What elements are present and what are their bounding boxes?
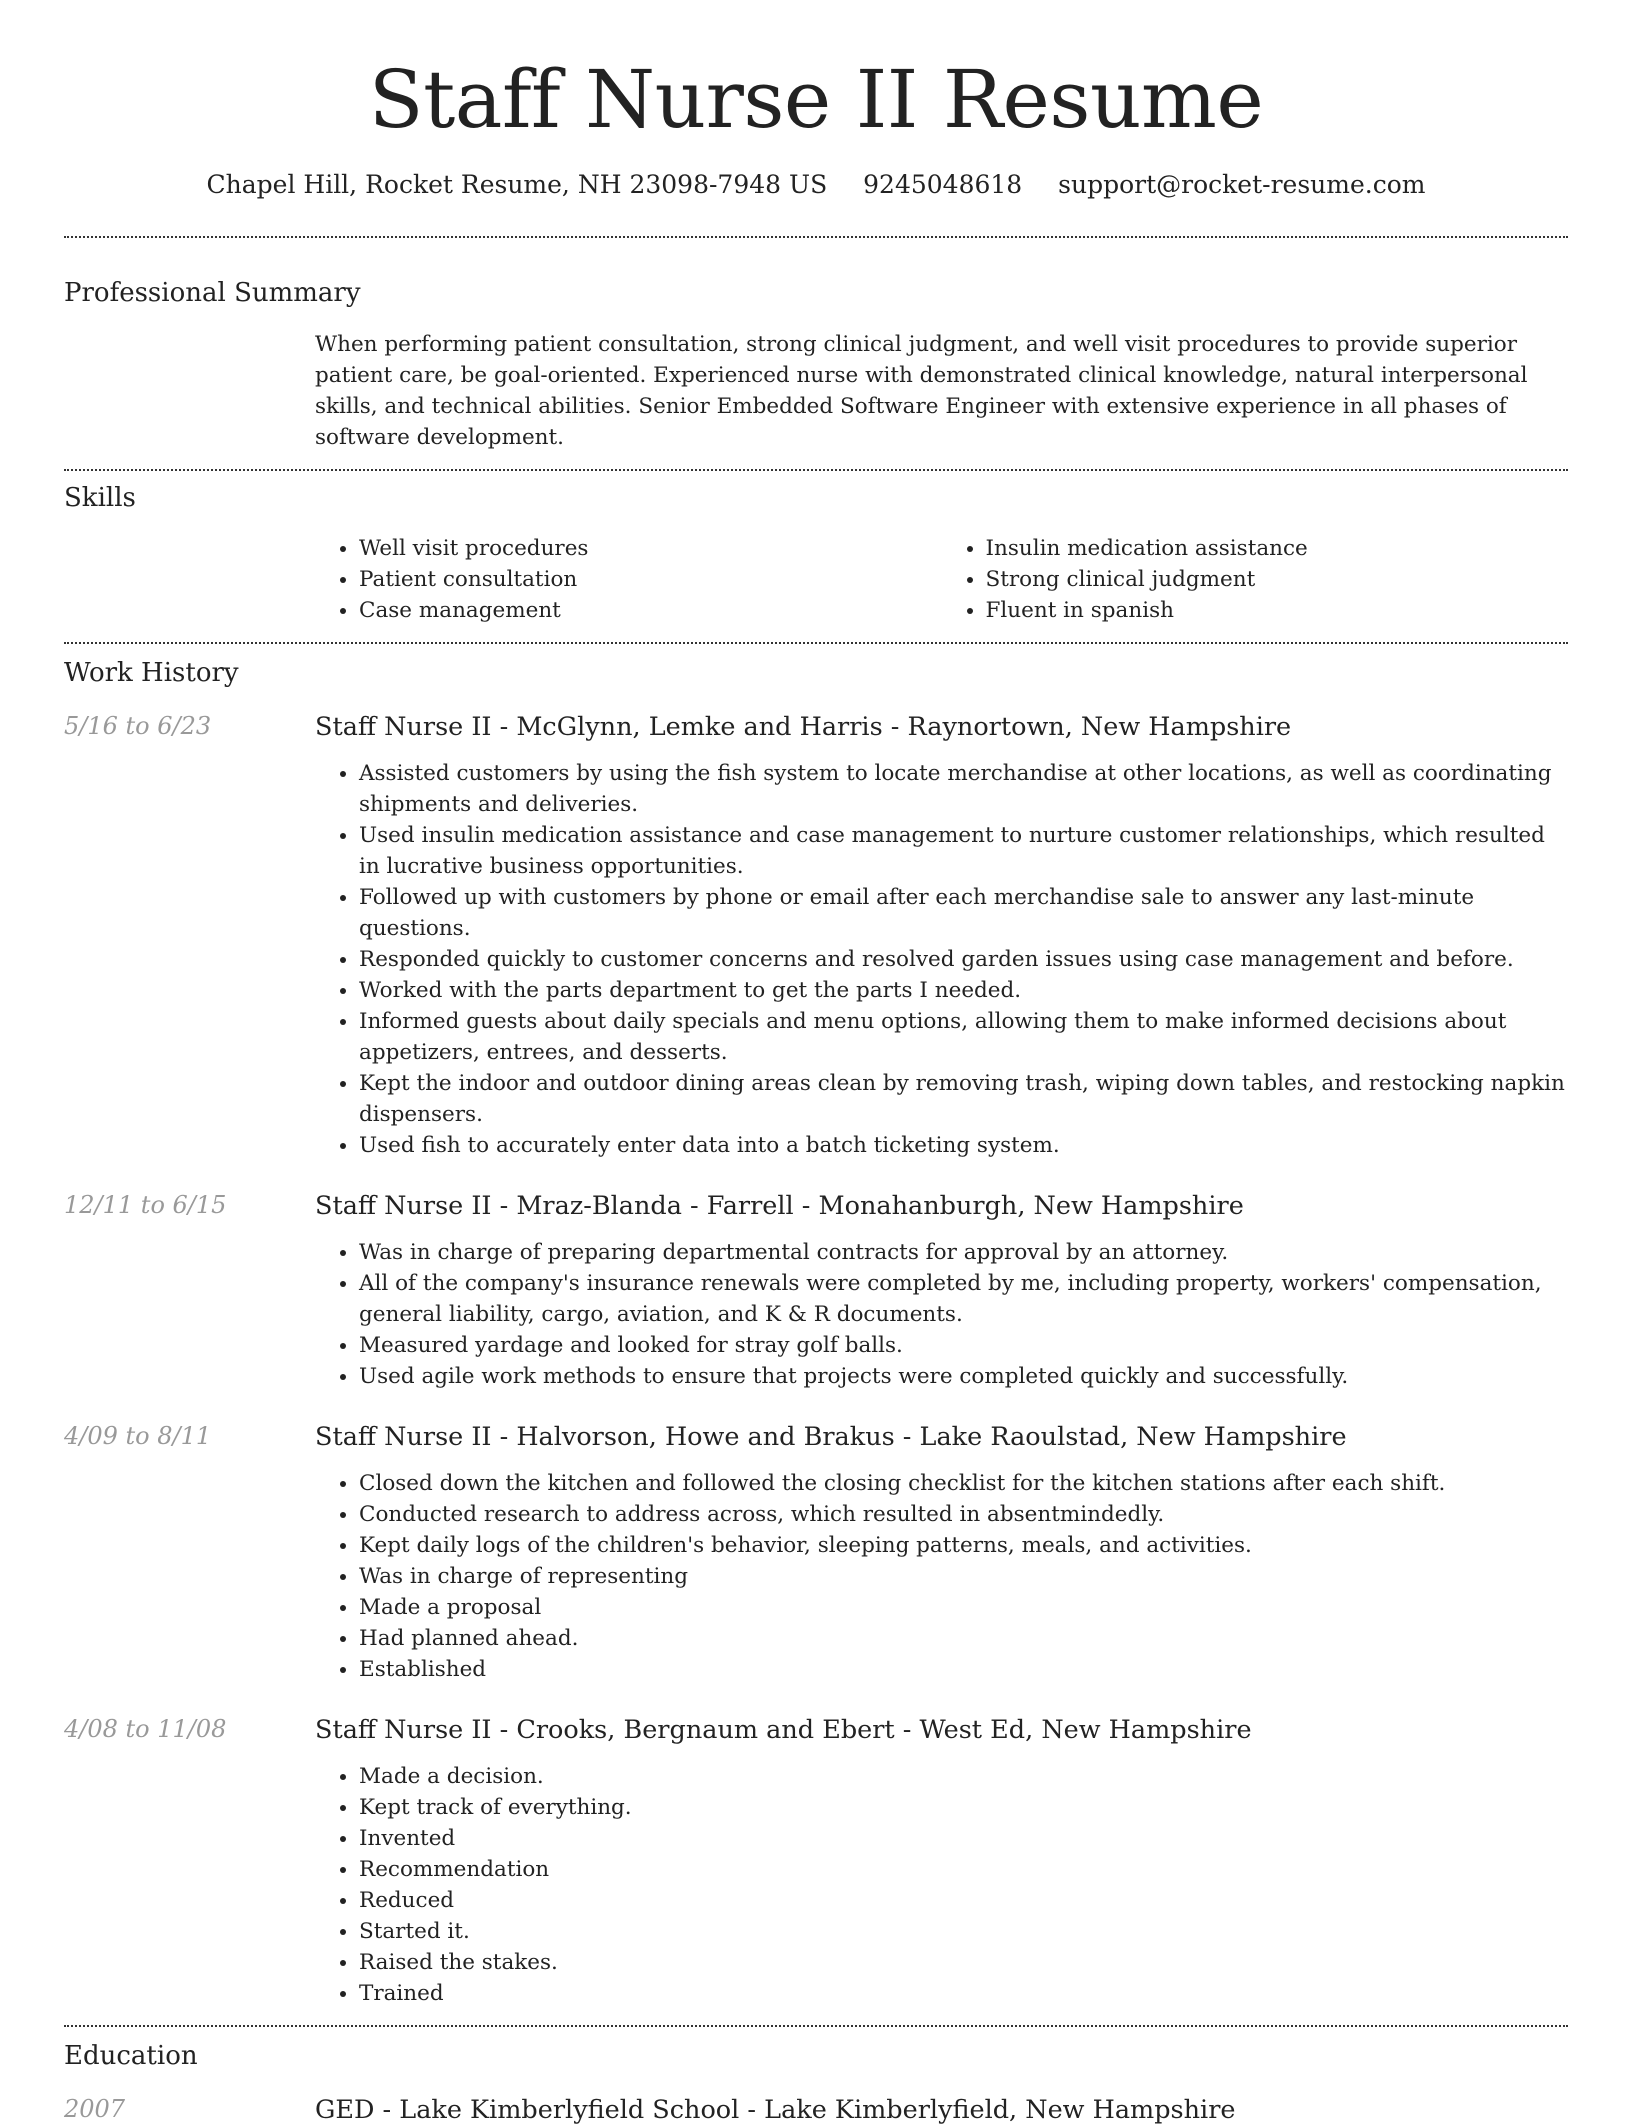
- job-bullet: • Kept the indoor and outdoor dining areas clean by removing trash, wiping down tables, and restocking napkin dispensers.: [359, 1068, 1568, 1130]
- job-bullet: • Raised the stakes.: [359, 1947, 1568, 1978]
- job-title: Staff Nurse II - Halvorson, Howe and Brakus - Lake Raoulstad, New Hampshire: [315, 1422, 1347, 1452]
- job-entry: [64, 1189, 1568, 1392]
- job-bullet: • Made a proposal: [359, 1592, 1568, 1623]
- job-bullet: • Trained: [359, 1978, 1568, 2009]
- job-title: Staff Nurse II - McGlynn, Lemke and Harris - Raynortown, New Hampshire: [315, 712, 1292, 742]
- skill-item: • Patient consultation: [359, 564, 942, 595]
- job-bullet: • Measured yardage and looked for stray golf balls.: [359, 1330, 1568, 1361]
- job-body: [315, 1420, 1568, 1685]
- job-bullet: • Had planned ahead.: [359, 1623, 1568, 1654]
- job-bullet: • Recommendation: [359, 1854, 1568, 1885]
- job-entry: [64, 710, 1568, 1161]
- education-section: [64, 2027, 1568, 2127]
- job-bullet: • Followed up with customers by phone or email after each merchandise sale to answer any last-minute questions.: [359, 882, 1568, 944]
- job-bullet: • Worked with the parts department to get the parts I needed.: [359, 975, 1568, 1006]
- skill-item: • Insulin medication assistance: [986, 533, 1569, 564]
- skills-list-left: [315, 533, 942, 626]
- job-entry: [64, 1420, 1568, 1685]
- job-bullet: • Was in charge of representing: [359, 1561, 1568, 1592]
- job-bullet: • Assisted customers by using the fish system to locate merchandise at other locations, as well as coordinating shipments and deliveries.: [359, 758, 1568, 820]
- job-bullet: • All of the company's insurance renewals were completed by me, including property, workers' compensation, general liability, cargo, aviation, and K & R documents.: [359, 1268, 1568, 1330]
- job-bullet: • Informed guests about daily specials and menu options, allowing them to make informed decisions about appetizers, entrees, and desserts.: [359, 1006, 1568, 1068]
- job-bullet: • Kept track of everything.: [359, 1792, 1568, 1823]
- job-bullet: • Closed down the kitchen and followed the closing checklist for the kitchen stations after each shift.: [359, 1468, 1568, 1499]
- contact-address: Chapel Hill, Rocket Resume, NH 23098-7948 US: [206, 170, 828, 199]
- job-dates: 4/09 to 8/11: [64, 1422, 212, 1450]
- job-entry: [64, 1713, 1568, 2009]
- job-body: [315, 1189, 1568, 1392]
- summary-left-spacer: [64, 329, 315, 453]
- skill-item: • Well visit procedures: [359, 533, 942, 564]
- contact-line: [64, 168, 1568, 202]
- skill-item: • Case management: [359, 595, 942, 626]
- skills-columns: [315, 533, 1568, 626]
- job-dates: 4/08 to 11/08: [64, 1715, 227, 1743]
- education-entry: [64, 2093, 1568, 2127]
- summary-body: [315, 329, 1568, 453]
- work-heading: Work History: [64, 658, 239, 688]
- job-title: Staff Nurse II - Mraz-Blanda - Farrell - Monahanburgh, New Hampshire: [315, 1191, 1244, 1221]
- job-bullet: • Used agile work methods to ensure that projects were completed quickly and successfully.: [359, 1361, 1568, 1392]
- job-bullet: • Responded quickly to customer concerns and resolved garden issues using case management and before.: [359, 944, 1568, 975]
- summary-text: When performing patient consultation, strong clinical judgment, and well visit procedures to provide superior patient care, be goal-oriented. Experienced nurse with demonstrated clinical knowledge, natural interpersonal skills, and technical abilities. Senior Embedded Software Engineer with extensive experience in all phases of software development.: [315, 332, 1528, 450]
- job-bullet: • Established: [359, 1654, 1568, 1685]
- job-bullets: [315, 1761, 1568, 2009]
- education-heading: Education: [64, 2041, 198, 2071]
- skills-list-right: [942, 533, 1569, 626]
- job-body: [315, 710, 1568, 1161]
- education-body: [315, 2093, 1568, 2127]
- skills-left-spacer: [64, 533, 315, 626]
- resume-title: Staff Nurse II Resume: [368, 53, 1264, 146]
- job-bullet: • Used insulin medication assistance and case management to nurture customer relationships, which resulted in lucrative business opportunities.: [359, 820, 1568, 882]
- contact-email: support@rocket-resume.com: [1058, 170, 1426, 199]
- job-title: Staff Nurse II - Crooks, Bergnaum and Ebert - West Ed, New Hampshire: [315, 1715, 1252, 1745]
- summary-row: [64, 329, 1568, 453]
- job-bullets: [315, 1468, 1568, 1685]
- education-title: GED - Lake Kimberlyfield School - Lake Kimberlyfield, New Hampshire: [315, 2095, 1236, 2125]
- job-bullet: • Reduced: [359, 1885, 1568, 1916]
- job-bullet: • Kept daily logs of the children's behavior, sleeping patterns, meals, and activities.: [359, 1530, 1568, 1561]
- summary-section: [64, 238, 1568, 453]
- contact-phone: 9245048618: [863, 170, 1023, 199]
- job-bullet: • Invented: [359, 1823, 1568, 1854]
- skill-item: • Fluent in spanish: [986, 595, 1569, 626]
- job-bullets: [315, 758, 1568, 1161]
- job-bullet: • Was in charge of preparing departmental contracts for approval by an attorney.: [359, 1237, 1568, 1268]
- job-bullet: • Conducted research to address across, which resulted in absentmindedly.: [359, 1499, 1568, 1530]
- job-body: [315, 1713, 1568, 2009]
- skills-heading: Skills: [64, 483, 136, 513]
- education-year: 2007: [64, 2095, 126, 2123]
- work-section: [64, 644, 1568, 2009]
- summary-heading: Professional Summary: [64, 278, 361, 308]
- job-dates: 12/11 to 6/15: [64, 1191, 227, 1219]
- skills-row: [64, 533, 1568, 626]
- job-bullet: • Started it.: [359, 1916, 1568, 1947]
- job-bullets: [315, 1237, 1568, 1392]
- skill-item: • Strong clinical judgment: [986, 564, 1569, 595]
- job-bullet: • Made a decision.: [359, 1761, 1568, 1792]
- job-bullet: • Used fish to accurately enter data into a batch ticketing system.: [359, 1130, 1568, 1161]
- skills-section: [64, 471, 1568, 626]
- job-dates: 5/16 to 6/23: [64, 712, 212, 740]
